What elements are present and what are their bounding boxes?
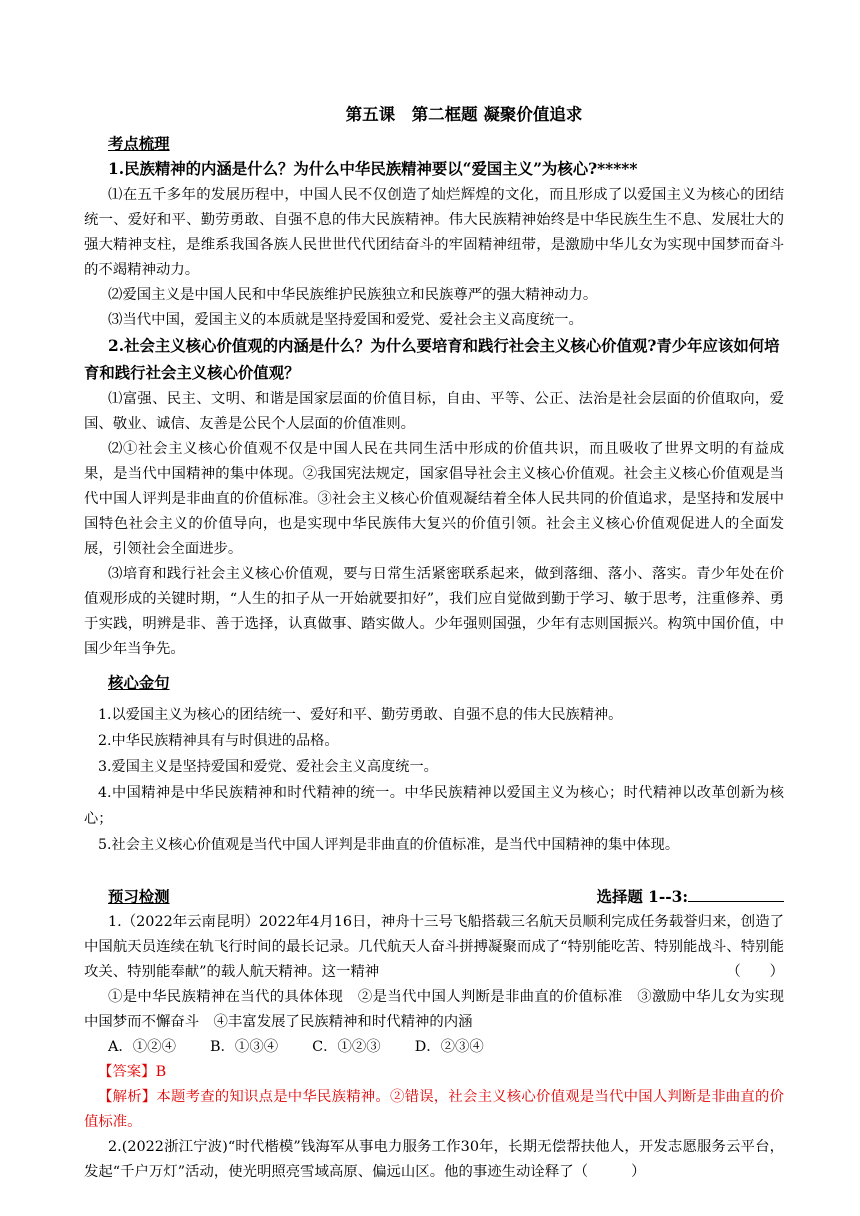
q1-answer-2: ⑵爱国主义是中国人民和中华民族维护民族独立和民族尊严的强大精神动力。 xyxy=(108,287,598,303)
question-1-statements: ①是中华民族精神在当代的具体体现 ②是当代中国人判断是非曲直的价值标准 ③激励中华儿女为实现中国梦而不懈奋斗 ④丰富发展了民族精神和时代精神的内涵 xyxy=(84,989,784,1030)
question-1-options xyxy=(84,1035,784,1060)
select-answer-label xyxy=(597,884,784,910)
question-1-analysis: 【解析】本题考查的知识点是中华民族精神。②错误，社会主义核心价值观是当代中国人判断是非曲直的价值标准。 xyxy=(84,1089,784,1130)
q2-answer-1: ⑴富强、民主、文明、和谐是国家层面的价值目标，自由、平等、公正、法治是社会层面的价值取向，爱国、敬业、诚信、友善是公民个人层面的价值准则。 xyxy=(84,391,784,432)
page-title: 第五课 第二框题 凝聚价值追求 xyxy=(345,105,583,124)
question-1-answer: 【答案】B xyxy=(98,1064,167,1080)
section-heading-core: 核心金句 xyxy=(108,674,170,692)
document-page xyxy=(84,100,784,1185)
q2-answer-2: ⑵①社会主义核心价值观不仅是中国人民在共同生活中形成的价值共识，而且吸收了世界文明的有益成果，是当代中国精神的集中体现。②我国宪法规定，国家倡导社会主义核心价值观。社会主义核心价值观是当代中国人评判是非曲直的价值标准。③社会主义核心价值观凝结着全体人民共同的价值追求，是坚持和发展中国特色社会主义的价值导向，也是实现中华民族伟大复兴的价值引领。社会主义核心价值观促进人的全面发展，引领社会全面进步。 xyxy=(84,441,784,557)
q2-answer-3: ⑶培育和践行社会主义核心价值观，要与日常生活紧密联系起来，做到落细、落小、落实。青少年处在价值观形成的关键时期，“人生的扣子从一开始就要扣好”，我们应自觉做到勤于学习、敏于思考，注重修养、勇于实践，明辨是非、善于选择，认真做事、踏实做人。少年强则国强，少年有志则国振兴。构筑中国价值，中国少年当争先。 xyxy=(84,566,784,657)
question-1-stem xyxy=(84,910,784,985)
core-item-2: 2.中华民族精神具有与时俱进的品格。 xyxy=(98,733,339,749)
core-item-5: 5.社会主义核心价值观是当代中国人评判是非曲直的价值标准，是当代中国精神的集中体现。 xyxy=(98,837,680,853)
q1-answer-3: ⑶当代中国，爱国主义的本质就是坚持爱国和爱党、爱社会主义高度统一。 xyxy=(108,312,583,328)
q1-answer-1: ⑴在五千多年的发展历程中，中国人民不仅创造了灿烂辉煌的文化，而且形成了以爱国主义为核心的团结统一、爱好和平、勤劳勇敢、自强不息的伟大民族精神。伟大民族精神始终是中华民族生生不息、发展壮大的强大精神支柱，是维系我国各族人民世世代代团结奋斗的牢固精神纽带，是激励中华儿女为实现中国梦而奋斗的不竭精神动力。 xyxy=(84,187,784,278)
section-heading-kaodian: 考点梳理 xyxy=(108,135,170,153)
option-d: D．②③④ xyxy=(414,1039,484,1055)
question-2-heading: 2.社会主义核心价值观的内涵是什么？为什么要培育和践行社会主义核心价值观?青少年应该如何培育和践行社会主义核心价值观？ xyxy=(84,337,780,382)
question-2-bracket: （ ） xyxy=(573,1164,646,1180)
core-item-4: 4.中国精神是中华民族精神和时代精神的统一。中华民族精神以爱国主义为核心；时代精神以改革创新为核心； xyxy=(84,785,784,827)
core-item-1: 1.以爱国主义为核心的团结统一、爱好和平、勤劳勇敢、自强不息的伟大民族精神。 xyxy=(98,707,623,723)
question-2-stem-text: 2.(2022浙江宁波)“时代楷模”钱海军从事电力服务工作30年，长期无偿帮扶他人，开发志愿服务云平台，发起“千户万灯”活动，使光明照亮雪域高原、偏远山区。他的事迹生动诠释了 xyxy=(84,1139,784,1180)
core-item-3: 3.爱国主义是坚持爱国和爱党、爱社会主义高度统一。 xyxy=(98,759,438,775)
option-c: C．①②③ xyxy=(312,1039,381,1055)
section-heading-preview: 预习检测 xyxy=(108,888,170,906)
select-label-text: 选择题 1--3: xyxy=(596,888,688,906)
option-b: B．①③④ xyxy=(209,1039,279,1055)
question-1-bracket: （ ） xyxy=(726,964,784,980)
question-1-stem-text: 1.（2022年云南昆明）2022年4月16日，神舟十三号飞船搭载三名航天员顺利完成任务载誉归来，创造了中国航天员连续在轨飞行时间的最长记录。几代航天人奋斗拼搏凝聚而成了“特别能吃苦、特别能战斗、特别能攻关、特别能奉献”的载人航天精神。这一精神 xyxy=(84,914,784,980)
question-1-heading: 1.民族精神的内涵是什么？为什么中华民族精神要以“爱国主义”为核心?***** xyxy=(108,160,638,178)
option-a: A．①②④ xyxy=(108,1039,176,1055)
answer-blank[interactable] xyxy=(688,885,784,902)
preview-header-row xyxy=(84,884,784,910)
question-2-stem xyxy=(84,1135,784,1185)
